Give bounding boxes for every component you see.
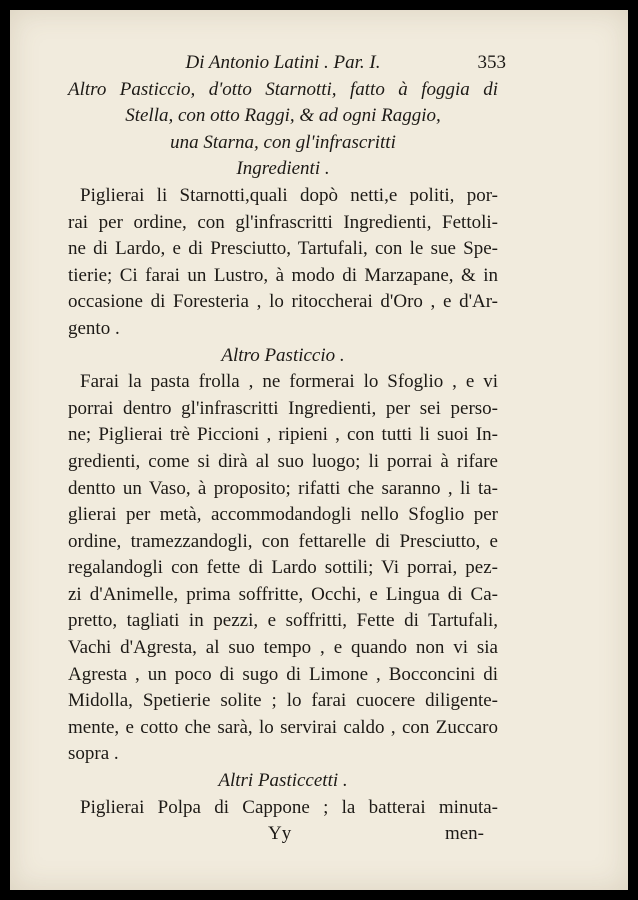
body-line: occasione di Foresteria , lo ritoccherai d'Oro , e d'Ar- [68, 291, 498, 313]
body-line: dentto un Vaso, à proposito; rifatti che saranno , li ta- [68, 477, 498, 499]
body-line: glierai per metà, accommodandogli nello Sfoglio per [68, 504, 498, 526]
body-line: mente, e cotto che sarà, lo servirai caldo , con Zuccaro [68, 716, 498, 738]
body-line: porrai dentro gl'infrascritti Ingredienti, per sei perso- [68, 397, 498, 419]
body-line: ne di Lardo, e di Presciutto, Tartufali, con le sue Spe- [68, 238, 498, 260]
recipe-body-star-pie [68, 183, 498, 343]
body-line: pretto, tagliati in pezzi, e soffritti, Fette di Tartufali, [68, 610, 498, 632]
body-line: Agresta , un poco di sugo di Limone , Bocconcini di [68, 663, 498, 685]
recipe-heading-small-pies: Altri Pasticcetti . [218, 770, 348, 792]
body-line: zi d'Animelle, prima soffritte, Occhi, e Lingua di Ca- [68, 583, 498, 605]
heading-line: Ingredienti . [236, 158, 330, 180]
body-line: gento . [68, 317, 120, 339]
page-footer [68, 821, 498, 848]
heading-line: Stella, con otto Raggi, & ad ogni Raggio, [125, 105, 441, 127]
running-head [68, 50, 506, 77]
body-line: ne; Piglierai trè Piccioni , ripieni , con tutti li suoi In- [68, 424, 498, 446]
signature-mark: Yy [268, 823, 292, 845]
heading-line: una Starna, con gl'infrascritti [170, 131, 396, 153]
body-line: Piglierai Polpa di Cappone ; la batterai minuta- [80, 796, 498, 818]
book-page [10, 10, 628, 890]
catchword: men- [444, 823, 484, 845]
recipe-body-small-pies [68, 795, 498, 822]
body-line: Farai la pasta frolla , ne formerai lo Sfoglio , e vi [80, 371, 498, 393]
body-line: ordine, tramezzandogli, con fettarelle di Presciutto, e [68, 530, 498, 552]
page-text-block [68, 50, 506, 848]
recipe-body-pie [68, 369, 498, 768]
body-line: Midolla, Spetierie solite ; lo farai cuocere diligente- [68, 690, 498, 712]
body-line: regalandogli con fette di Lardo sottili; Vi porrai, pez- [68, 557, 498, 579]
body-line: tierie; Ci farai un Lustro, à modo di Marzapane, & in [68, 264, 498, 286]
page-number: 353 [477, 52, 506, 73]
body-line: Piglierai li Starnotti,quali dopò netti,e politi, por- [80, 184, 498, 206]
recipe-heading-star-pie [68, 77, 498, 183]
recipe-heading-pie: Altro Pasticcio . [221, 344, 345, 366]
body-line: gredienti, come si dirà al suo luogo; li porrai à rifare [68, 450, 498, 472]
body-line: rai per ordine, con gl'infrascritti Ingredienti, Fettoli- [68, 211, 498, 233]
body-line: sopra . [68, 743, 119, 765]
running-head-title: Di Antonio Latini . Par. I. [185, 52, 381, 73]
heading-line: Altro Pasticcio, d'otto Starnotti, fatto à foggia di [68, 78, 498, 100]
body-line: Vachi d'Agresta, al suo tempo , e quando non vi sia [68, 637, 498, 659]
